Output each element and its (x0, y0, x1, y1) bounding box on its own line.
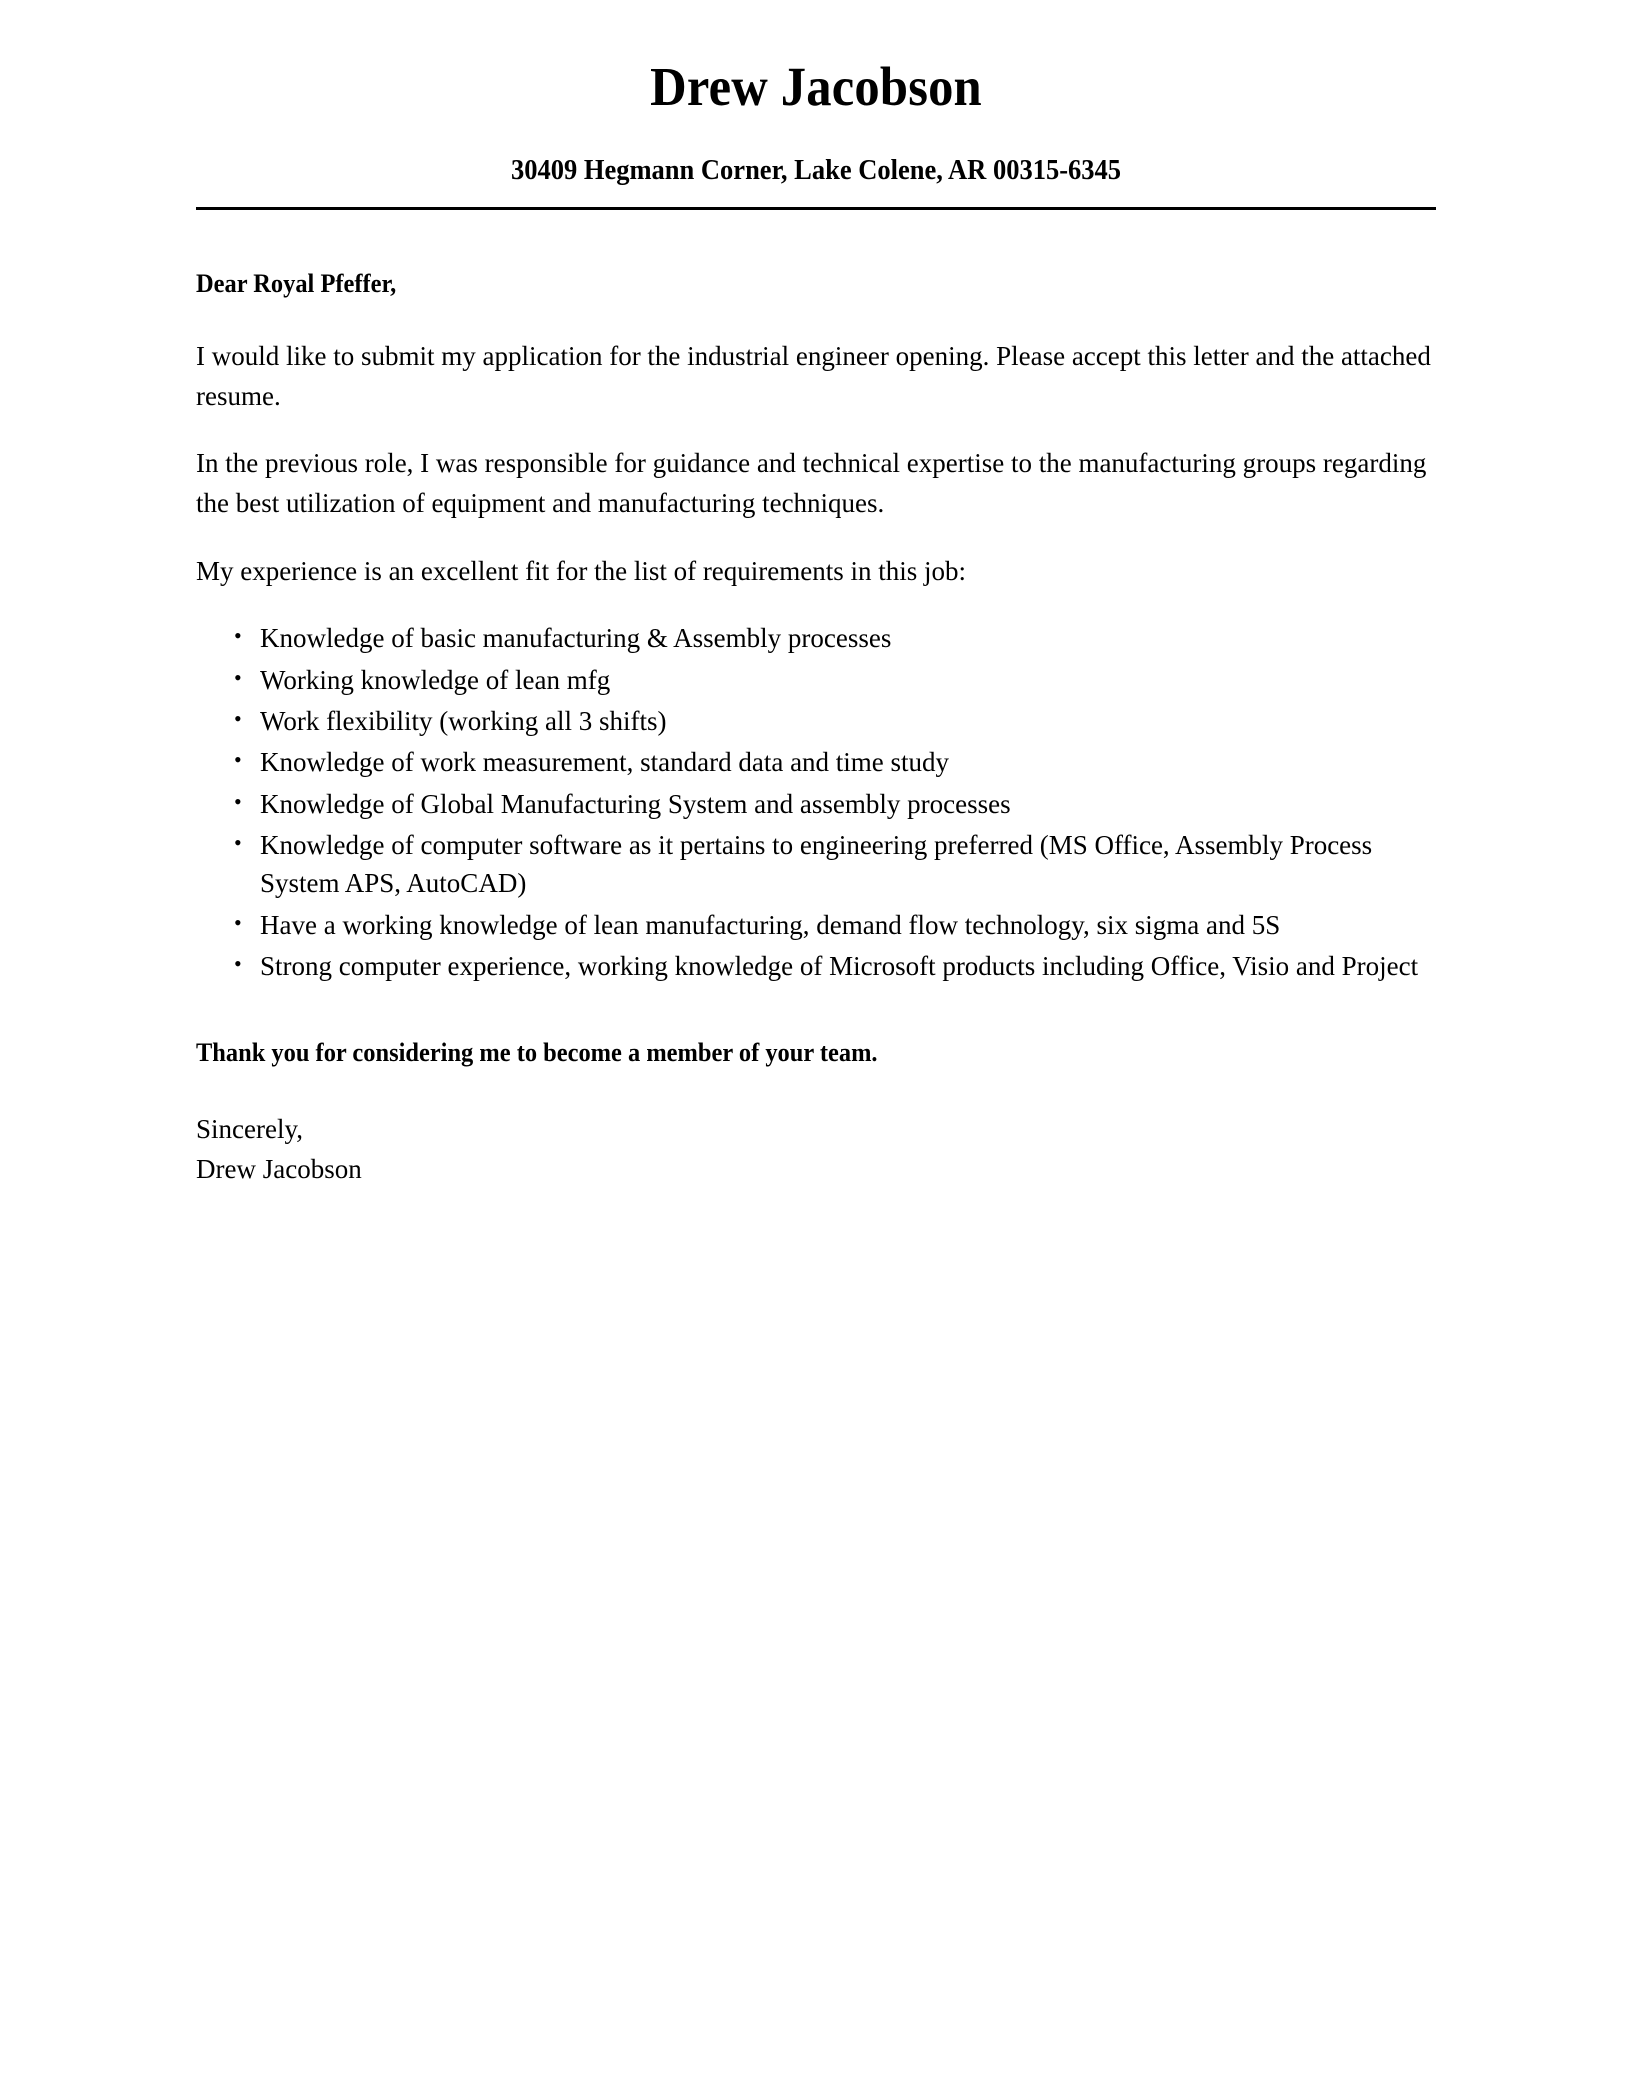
letter-body (166, 266, 1466, 1189)
header-divider (196, 207, 1436, 210)
salutation: Dear Royal Pfeffer, (196, 268, 397, 298)
page-title: Drew Jacobson (650, 56, 982, 117)
signature-name: Drew Jacobson (196, 1153, 362, 1184)
list-item: • Working knowledge of lean mfg (230, 661, 1436, 699)
list-item: • Knowledge of work measurement, standard data and time study (230, 743, 1436, 781)
list-item: • Knowledge of Global Manufacturing System and assembly processes (230, 785, 1436, 823)
list-item: • Knowledge of basic manufacturing & Assembly processes (230, 619, 1436, 657)
valediction: Sincerely, (196, 1114, 303, 1145)
body-paragraph-2: In the previous role, I was responsible for guidance and technical expertise to the manufacturing groups regarding the best utilization of equipment and manufacturing techniques. (196, 448, 1427, 518)
list-item: • Have a working knowledge of lean manufacturing, demand flow technology, six sigma and 5S (230, 906, 1436, 944)
list-item: • Work flexibility (working all 3 shifts) (230, 702, 1436, 740)
list-item: • Knowledge of computer software as it pertains to engineering preferred (MS Office, Assembly Process System APS, AutoCAD) (230, 826, 1436, 903)
thank-you-line: Thank you for considering me to become a member of your team. (196, 1038, 878, 1068)
letterhead (166, 46, 1466, 188)
body-paragraph-1: I would like to submit my application for the industrial engineer opening. Please accept this letter and the attached resume. (196, 340, 1431, 411)
list-item: • Strong computer experience, working knowledge of Microsoft products including Office, Visio and Project (230, 947, 1436, 985)
closing-block (196, 1110, 1436, 1188)
letter-content (166, 0, 1466, 1189)
header-address: 30409 Hegmann Corner, Lake Colene, AR 00315-6345 (510, 154, 1122, 186)
requirements-list (196, 619, 1436, 985)
body-paragraph-3: My experience is an excellent fit for the list of requirements in this job: (196, 555, 967, 586)
